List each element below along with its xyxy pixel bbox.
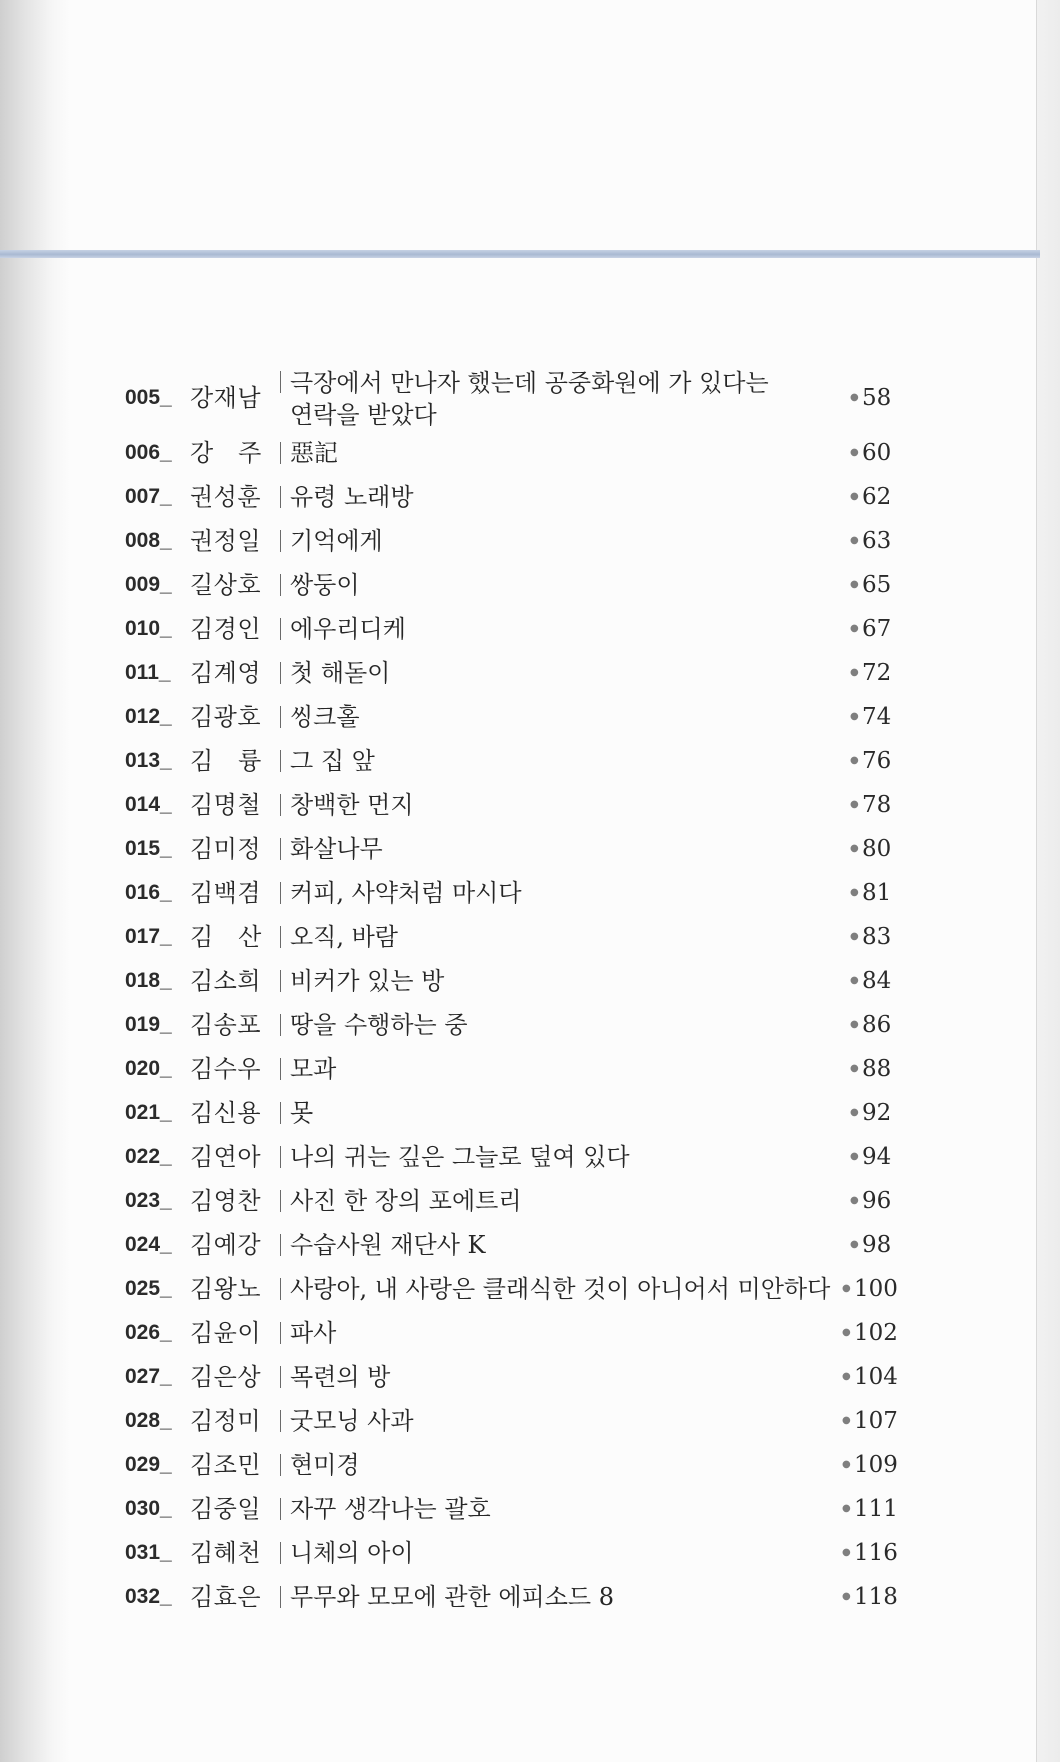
entry-separator [280,574,281,596]
toc-entry [125,1047,905,1091]
entry-author: 김중일 [190,1495,262,1523]
entry-page-number: 88 [862,1056,892,1082]
entry-page-number: 60 [862,440,892,466]
entry-number: 027_ [125,1365,172,1388]
page-bullet: ● [850,887,859,898]
table-of-contents [125,365,905,1619]
entry-number: 030_ [125,1497,172,1520]
page-bullet: ● [850,1107,859,1118]
entry-page-number: 76 [862,748,892,774]
entry-number: 022_ [125,1145,172,1168]
entry-author: 강 주 [190,439,262,467]
entry-number: 016_ [125,881,172,904]
entry-number: 020_ [125,1057,172,1080]
toc-entry [125,1575,905,1619]
entry-title: 모과 [290,1055,337,1083]
entry-title: 惡記 [290,439,338,467]
entry-page-number: 81 [862,880,892,906]
entry-page-number: 86 [862,1012,892,1038]
entry-number: 011_ [125,661,171,684]
entry-title: 수습사원 재단사 K [290,1231,486,1259]
entry-page-number: 62 [862,484,892,510]
toc-entry [125,1311,905,1355]
page-bullet: ● [842,1459,851,1470]
entry-separator [280,1322,281,1344]
entry-author: 권정일 [190,527,262,555]
toc-entry [125,915,905,959]
page-bullet: ● [850,799,859,810]
entry-number: 015_ [125,837,172,860]
entry-page-number: 98 [862,1232,892,1258]
toc-entry [125,1003,905,1047]
entry-author: 김 산 [190,923,262,951]
entry-separator [280,1410,281,1432]
toc-entry [125,607,905,651]
toc-entry [125,1399,905,1443]
page-bullet: ● [850,623,859,634]
entry-author: 길상호 [190,571,262,599]
toc-entry [125,959,905,1003]
toc-entry [125,475,905,519]
entry-page-number: 83 [862,924,892,950]
toc-entry [125,519,905,563]
toc-entry [125,827,905,871]
entry-author: 강재남 [190,384,262,412]
entry-page-number: 107 [854,1408,898,1434]
entry-author: 김수우 [190,1055,262,1083]
page-edge [1036,0,1060,1762]
entry-number: 028_ [125,1409,172,1432]
entry-author: 김조민 [190,1451,262,1479]
toc-entry [125,1179,905,1223]
page-bullet: ● [850,1151,859,1162]
entry-number: 006_ [125,441,172,464]
entry-page-number: 92 [862,1100,892,1126]
entry-separator [280,706,281,728]
entry-author: 김왕노 [190,1275,262,1303]
entry-separator [280,926,281,948]
entry-separator [280,530,281,552]
entry-separator [280,1190,281,1212]
page-bullet: ● [850,843,859,854]
entry-author: 김소희 [190,967,262,995]
toc-entry [125,1531,905,1575]
entry-page-number: 80 [862,836,892,862]
entry-author: 김계영 [190,659,262,687]
entry-separator [280,1146,281,1168]
entry-number: 017_ [125,925,172,948]
entry-title: 기억에게 [290,527,383,555]
entry-separator [280,1102,281,1124]
entry-page-number: 72 [862,660,892,686]
page-bullet: ● [850,1019,859,1030]
entry-separator [280,442,281,464]
entry-page-number: 96 [862,1188,892,1214]
entry-number: 031_ [125,1541,172,1564]
entry-page-number: 58 [862,385,892,411]
entry-number: 005_ [125,386,172,409]
toc-entry [125,563,905,607]
toc-entry [125,365,905,431]
toc-entry [125,651,905,695]
entry-number: 029_ [125,1453,172,1476]
entry-separator [280,1542,281,1564]
page-bullet: ● [850,931,859,942]
page-bullet: ● [850,447,859,458]
entry-separator [280,371,281,393]
entry-title: 극장에서 만나자 했는데 공중화원에 가 있다는 연락을 받았다 [290,369,769,429]
entry-separator [280,838,281,860]
entry-title: 화살나무 [290,835,383,863]
page-bullet: ● [850,579,859,590]
entry-author: 김영찬 [190,1187,262,1215]
entry-title: 현미경 [290,1451,360,1479]
entry-author: 김미정 [190,835,262,863]
entry-title: 사랑아, 내 사랑은 클래식한 것이 아니어서 미안하다 [290,1275,831,1303]
entry-title: 비커가 있는 방 [290,967,445,995]
entry-separator [280,618,281,640]
entry-title: 굿모닝 사과 [290,1407,414,1435]
entry-number: 007_ [125,485,172,508]
entry-author: 김 륭 [190,747,262,775]
entry-author: 김정미 [190,1407,262,1435]
toc-entry [125,1223,905,1267]
entry-author: 김송포 [190,1011,262,1039]
entry-page-number: 67 [862,616,892,642]
entry-separator [280,794,281,816]
page-bullet: ● [850,975,859,986]
entry-number: 018_ [125,969,172,992]
entry-title: 무무와 모모에 관한 에피소드 8 [290,1583,614,1611]
entry-author: 김윤이 [190,1319,262,1347]
entry-title: 자꾸 생각나는 괄호 [290,1495,491,1523]
entry-title: 에우리디케 [290,615,406,643]
entry-title: 첫 해돋이 [290,659,391,687]
entry-title: 쌍둥이 [290,571,360,599]
entry-page-number: 102 [854,1320,898,1346]
entry-separator [280,882,281,904]
page-bullet: ● [842,1503,851,1514]
toc-entry [125,431,905,475]
page-bullet: ● [850,755,859,766]
entry-number: 019_ [125,1013,172,1036]
entry-page-number: 84 [862,968,892,994]
entry-page-number: 63 [862,528,892,554]
entry-number: 026_ [125,1321,172,1344]
entry-number: 014_ [125,793,172,816]
entry-number: 024_ [125,1233,172,1256]
entry-title: 니체의 아이 [290,1539,414,1567]
page-bullet: ● [850,711,859,722]
entry-title: 창백한 먼지 [290,791,414,819]
entry-author: 김광호 [190,703,262,731]
entry-title: 그 집 앞 [290,747,375,775]
page-bullet: ● [850,1195,859,1206]
entry-number: 032_ [125,1585,172,1608]
entry-author: 김혜천 [190,1539,262,1567]
page-bullet: ● [850,535,859,546]
entry-page-number: 111 [854,1496,898,1522]
entry-number: 008_ [125,529,172,552]
entry-number: 009_ [125,573,172,596]
entry-number: 025_ [125,1277,172,1300]
entry-title: 오직, 바람 [290,923,398,951]
entry-separator [280,1278,281,1300]
entry-separator [280,970,281,992]
entry-author: 김신용 [190,1099,262,1127]
page-bullet: ● [850,491,859,502]
toc-entry [125,1355,905,1399]
entry-number: 013_ [125,749,172,772]
entry-author: 김명철 [190,791,262,819]
entry-page-number: 116 [854,1540,898,1566]
toc-entry [125,1135,905,1179]
entry-title: 못 [290,1099,314,1127]
toc-entry [125,1267,905,1311]
toc-entry [125,695,905,739]
toc-entry [125,1443,905,1487]
entry-author: 김은상 [190,1363,262,1391]
entry-page-number: 74 [862,704,892,730]
page-bullet: ● [850,1063,859,1074]
page-bullet: ● [842,1591,851,1602]
page-bullet: ● [842,1415,851,1426]
page-bullet: ● [842,1547,851,1558]
entry-title: 파사 [290,1319,337,1347]
entry-separator [280,1234,281,1256]
entry-author: 김백겸 [190,879,262,907]
entry-title: 사진 한 장의 포에트리 [290,1187,522,1215]
page-bullet: ● [850,1239,859,1250]
entry-title: 유령 노래방 [290,483,414,511]
page-bullet: ● [842,1371,851,1382]
page-bullet: ● [850,392,859,403]
entry-page-number: 65 [862,572,892,598]
entry-page-number: 118 [854,1584,898,1610]
entry-number: 010_ [125,617,172,640]
page-bullet: ● [842,1327,851,1338]
entry-author: 권성훈 [190,483,262,511]
entry-separator [280,1366,281,1388]
entry-author: 김경인 [190,615,262,643]
entry-number: 023_ [125,1189,172,1212]
toc-entry [125,1487,905,1531]
entry-title: 땅을 수행하는 중 [290,1011,468,1039]
entry-separator [280,662,281,684]
page-bullet: ● [850,667,859,678]
entry-author: 김예강 [190,1231,262,1259]
entry-separator [280,1014,281,1036]
toc-entry [125,783,905,827]
entry-separator [280,1454,281,1476]
header-rule [0,250,1040,258]
entry-page-number: 100 [854,1276,898,1302]
entry-separator [280,1058,281,1080]
spine-shadow [0,0,70,1762]
entry-title: 커피, 사약처럼 마시다 [290,879,522,907]
entry-number: 021_ [125,1101,172,1124]
page-bullet: ● [842,1283,851,1294]
toc-entry [125,739,905,783]
entry-page-number: 94 [862,1144,892,1170]
entry-page-number: 78 [862,792,892,818]
entry-page-number: 104 [854,1364,898,1390]
entry-separator [280,1586,281,1608]
entry-title: 씽크홀 [290,703,360,731]
toc-entry [125,871,905,915]
entry-author: 김연아 [190,1143,262,1171]
entry-page-number: 109 [854,1452,898,1478]
entry-separator [280,1498,281,1520]
entry-author: 김효은 [190,1583,262,1611]
toc-entry [125,1091,905,1135]
entry-number: 012_ [125,705,172,728]
entry-separator [280,750,281,772]
entry-title: 나의 귀는 깊은 그늘로 덮여 있다 [290,1143,630,1171]
entry-title: 목련의 방 [290,1363,391,1391]
entry-separator [280,486,281,508]
